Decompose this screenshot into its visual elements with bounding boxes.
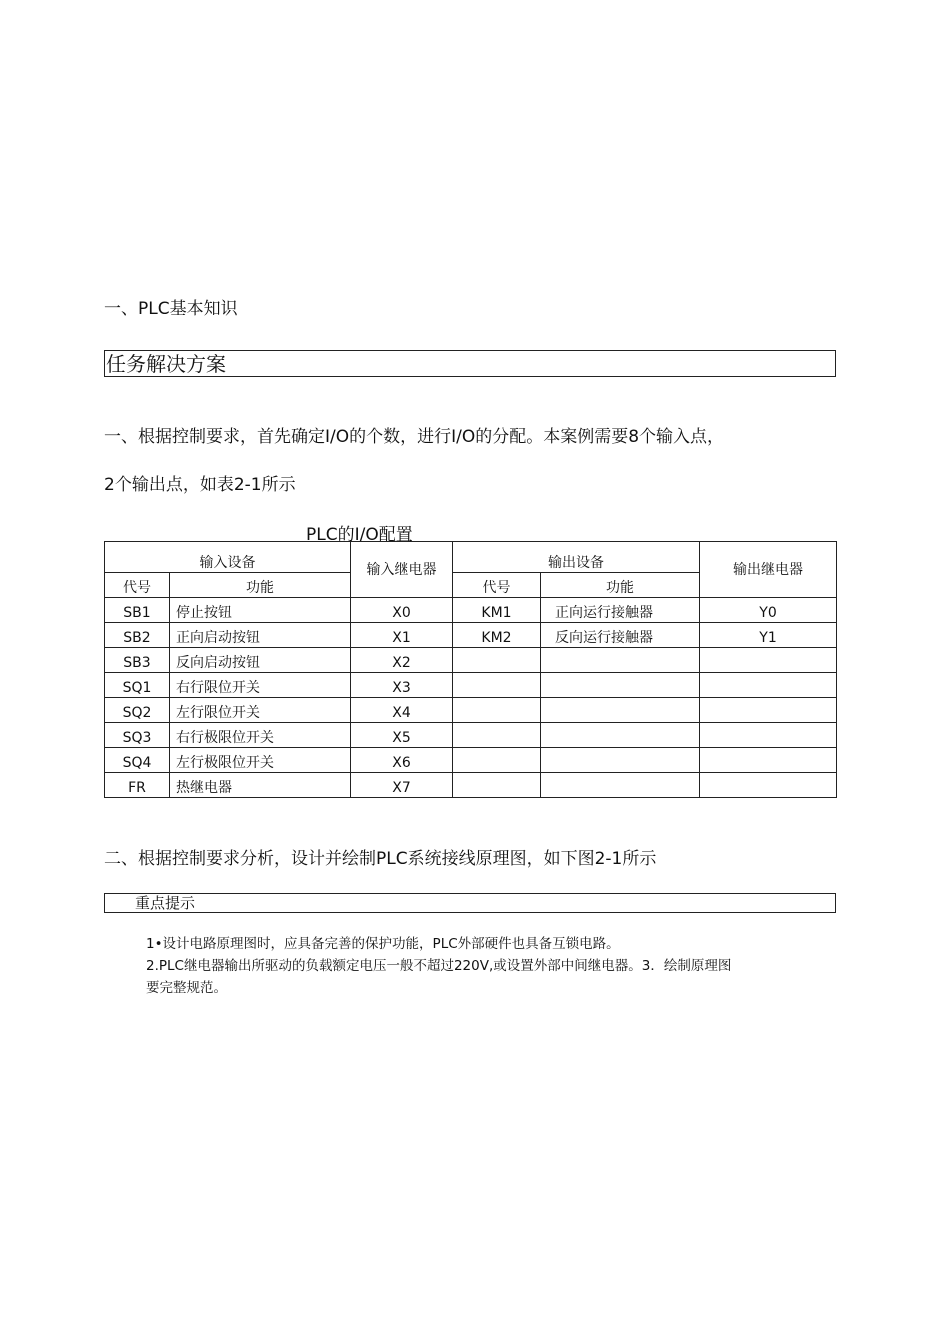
cell-output-relay bbox=[700, 673, 837, 698]
cell-output-relay: Y1 bbox=[700, 623, 837, 648]
header-input-device: 输入设备 bbox=[105, 542, 351, 573]
cell-output-relay bbox=[700, 698, 837, 723]
cell-output-function bbox=[541, 773, 700, 798]
paragraph-io-count: 2个输出点，如表2-1所示 bbox=[104, 475, 296, 495]
cell-input-relay: X1 bbox=[351, 623, 453, 648]
io-config-table bbox=[104, 541, 837, 798]
cell-output-code bbox=[453, 723, 541, 748]
cell-code: SQ1 bbox=[105, 673, 170, 698]
header-output-function: 功能 bbox=[541, 573, 700, 598]
cell-output-relay: Y0 bbox=[700, 598, 837, 623]
table-row bbox=[105, 698, 837, 723]
cell-function: 正向启动按钮 bbox=[170, 623, 351, 648]
cell-function: 右行极限位开关 bbox=[170, 723, 351, 748]
cell-function: 左行极限位开关 bbox=[170, 748, 351, 773]
cell-output-function bbox=[541, 723, 700, 748]
note-line: 要完整规范。 bbox=[146, 980, 227, 996]
cell-code: SB2 bbox=[105, 623, 170, 648]
cell-input-relay: X7 bbox=[351, 773, 453, 798]
cell-code: SQ3 bbox=[105, 723, 170, 748]
cell-output-function bbox=[541, 648, 700, 673]
cell-function: 热继电器 bbox=[170, 773, 351, 798]
header-input-code: 代号 bbox=[105, 573, 170, 598]
cell-output-function bbox=[541, 748, 700, 773]
cell-output-function bbox=[541, 698, 700, 723]
table-row bbox=[105, 623, 837, 648]
table-title: PLC的I/O配置 bbox=[306, 525, 413, 545]
cell-code: SB3 bbox=[105, 648, 170, 673]
cell-output-code bbox=[453, 773, 541, 798]
cell-input-relay: X4 bbox=[351, 698, 453, 723]
task-solution-label: 任务解决方案 bbox=[106, 352, 226, 376]
table-row bbox=[105, 748, 837, 773]
note-line: 2.PLC继电器输出所驱动的负载额定电压一般不超过220V,或设置外部中间继电器。3．绘制原理图 bbox=[146, 958, 732, 974]
cell-output-code bbox=[453, 673, 541, 698]
cell-input-relay: X5 bbox=[351, 723, 453, 748]
cell-input-relay: X6 bbox=[351, 748, 453, 773]
cell-function: 左行限位开关 bbox=[170, 698, 351, 723]
paragraph-io-intro: 一、根据控制要求，首先确定I/O的个数，进行I/O的分配。本案例需要8个输入点， bbox=[104, 427, 725, 447]
cell-output-code: KM2 bbox=[453, 623, 541, 648]
header-input-function: 功能 bbox=[170, 573, 351, 598]
cell-output-function bbox=[541, 673, 700, 698]
table-row bbox=[105, 723, 837, 748]
table-row bbox=[105, 648, 837, 673]
cell-output-relay bbox=[700, 773, 837, 798]
cell-input-relay: X3 bbox=[351, 673, 453, 698]
cell-code: SB1 bbox=[105, 598, 170, 623]
section-heading-basic: 一、PLC基本知识 bbox=[104, 299, 238, 319]
cell-code: SQ2 bbox=[105, 698, 170, 723]
task-solution-box bbox=[104, 350, 836, 377]
cell-output-code bbox=[453, 748, 541, 773]
cell-output-code bbox=[453, 648, 541, 673]
cell-function: 停止按钮 bbox=[170, 598, 351, 623]
key-points-notes bbox=[146, 933, 838, 999]
cell-input-relay: X0 bbox=[351, 598, 453, 623]
cell-output-function: 正向运行接触器 bbox=[541, 598, 700, 623]
cell-output-relay bbox=[700, 723, 837, 748]
cell-function: 反向启动按钮 bbox=[170, 648, 351, 673]
header-output-relay: 输出继电器 bbox=[700, 542, 837, 598]
header-output-code: 代号 bbox=[453, 573, 541, 598]
table-row bbox=[105, 598, 837, 623]
header-input-relay: 输入继电器 bbox=[351, 542, 453, 598]
table-row bbox=[105, 673, 837, 698]
key-points-label: 重点提示 bbox=[135, 894, 196, 912]
cell-input-relay: X2 bbox=[351, 648, 453, 673]
cell-code: SQ4 bbox=[105, 748, 170, 773]
cell-output-function: 反向运行接触器 bbox=[541, 623, 700, 648]
cell-output-code bbox=[453, 698, 541, 723]
table-row bbox=[105, 773, 837, 798]
cell-output-relay bbox=[700, 748, 837, 773]
cell-output-relay bbox=[700, 648, 837, 673]
header-output-device: 输出设备 bbox=[453, 542, 700, 573]
table-header-row bbox=[105, 542, 837, 573]
paragraph-wiring-diagram: 二、根据控制要求分析，设计并绘制PLC系统接线原理图，如下图2-1所示 bbox=[104, 849, 657, 869]
cell-output-code: KM1 bbox=[453, 598, 541, 623]
key-points-box bbox=[104, 893, 836, 913]
note-line: 1•设计电路原理图时，应具备完善的保护功能，PLC外部硬件也具备互锁电路。 bbox=[146, 936, 620, 952]
cell-function: 右行限位开关 bbox=[170, 673, 351, 698]
cell-code: FR bbox=[105, 773, 170, 798]
